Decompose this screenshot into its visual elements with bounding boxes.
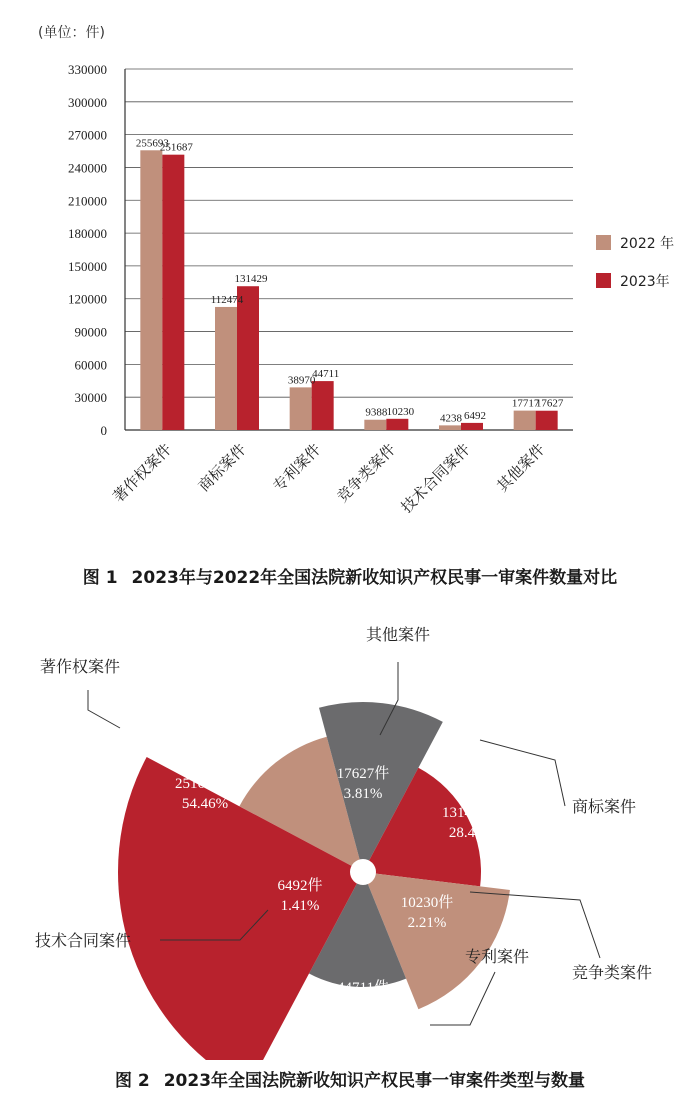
slice-percent-label: 28.44% bbox=[448, 825, 496, 841]
data-label: 6492 bbox=[464, 409, 486, 422]
x-tick-label: 商标案件 bbox=[194, 440, 250, 496]
data-label: 44711 bbox=[312, 368, 340, 381]
y-tick-label: 120000 bbox=[68, 291, 107, 307]
slice-value-label: 6492件 bbox=[277, 878, 323, 894]
x-tick-label: 竞争类案件 bbox=[333, 440, 400, 506]
y-tick-label: 60000 bbox=[74, 357, 107, 373]
bar-chart bbox=[0, 0, 700, 545]
bar bbox=[536, 411, 558, 430]
data-label: 4238 bbox=[440, 412, 462, 425]
data-label: 112474 bbox=[210, 293, 244, 306]
rose-pie-chart bbox=[0, 600, 700, 1060]
figure2-title: 2023年全国法院新收知识产权民事一审案件类型与数量 bbox=[163, 1071, 586, 1091]
data-label: 10230 bbox=[386, 405, 415, 418]
y-tick-label: 240000 bbox=[68, 160, 107, 176]
bar bbox=[162, 155, 184, 430]
data-label: 38970 bbox=[287, 374, 316, 387]
slice-category-label: 专利案件 bbox=[465, 947, 530, 966]
y-tick-label: 330000 bbox=[68, 62, 107, 77]
bar bbox=[140, 150, 162, 430]
slice-category-label: 竞争类案件 bbox=[572, 963, 653, 982]
legend bbox=[596, 235, 674, 290]
figure1-title: 2023年与2022年全国法院新收知识产权民事一审案件数量对比 bbox=[131, 568, 618, 588]
slice-value-label: 251687件 bbox=[174, 776, 236, 792]
y-tick-label: 300000 bbox=[68, 94, 107, 110]
data-label: 131429 bbox=[234, 273, 268, 286]
data-label: 17717 bbox=[511, 397, 540, 410]
bar bbox=[215, 307, 237, 430]
slice-value-label: 17627件 bbox=[336, 766, 390, 782]
figure1-caption bbox=[0, 563, 700, 588]
slice-category-label: 技术合同案件 bbox=[35, 931, 132, 950]
slice-category-label: 商标案件 bbox=[572, 797, 637, 816]
slice-percent-label: 3.81% bbox=[343, 786, 383, 802]
data-label: 9388 bbox=[365, 406, 388, 419]
x-tick-label: 其他案件 bbox=[493, 440, 549, 496]
legend-swatch bbox=[596, 273, 611, 288]
y-tick-label: 90000 bbox=[74, 324, 107, 340]
bar bbox=[461, 423, 483, 430]
x-tick-labels bbox=[109, 440, 548, 516]
center-hole bbox=[350, 859, 376, 885]
y-tick-label: 30000 bbox=[74, 390, 107, 406]
data-label: 17627 bbox=[535, 397, 564, 410]
bar bbox=[439, 425, 461, 430]
y-tick-labels bbox=[68, 62, 107, 438]
slice-value-label: 10230件 bbox=[400, 895, 454, 911]
data-labels bbox=[136, 137, 564, 424]
legend-label: 2022 年 bbox=[620, 236, 675, 252]
y-gridlines bbox=[125, 69, 573, 430]
y-tick-label: 180000 bbox=[68, 226, 107, 242]
legend-label: 2023年 bbox=[620, 274, 670, 290]
slice-category-label: 著作权案件 bbox=[40, 657, 121, 676]
bar bbox=[364, 420, 386, 430]
bar bbox=[237, 286, 259, 430]
y-tick-label: 150000 bbox=[68, 258, 107, 274]
bars bbox=[140, 150, 557, 430]
x-tick-label: 专利案件 bbox=[269, 440, 325, 496]
unit-label: (单位：件) bbox=[38, 25, 105, 41]
legend-swatch bbox=[596, 235, 611, 250]
slice-value-label: 131429件 bbox=[441, 805, 503, 821]
slice-category-label: 其他案件 bbox=[365, 625, 431, 644]
bar bbox=[514, 411, 536, 430]
bar bbox=[290, 387, 312, 430]
figure2-number: 图 2 bbox=[114, 1071, 150, 1091]
figure2-caption bbox=[0, 1066, 700, 1091]
x-tick-label: 著作权案件 bbox=[109, 440, 176, 506]
slice-percent-label: 2.21% bbox=[407, 915, 447, 931]
slice-percent-label: 9.67% bbox=[343, 1000, 383, 1016]
x-tick-label: 技术合同案件 bbox=[397, 440, 474, 517]
slice-percent-label: 54.46% bbox=[181, 796, 229, 812]
bar bbox=[386, 419, 408, 430]
figure1-number: 图 1 bbox=[82, 568, 118, 588]
data-label: 251687 bbox=[159, 141, 193, 154]
leader-line bbox=[88, 690, 120, 728]
y-tick-label: 0 bbox=[100, 423, 107, 438]
y-tick-label: 210000 bbox=[68, 193, 107, 209]
slice-value-label: 44711件 bbox=[337, 980, 389, 996]
data-label: 255693 bbox=[135, 137, 169, 150]
y-tick-label: 270000 bbox=[68, 127, 107, 143]
slice-percent-label: 1.41% bbox=[280, 898, 320, 914]
bar bbox=[312, 381, 334, 430]
leader-line bbox=[480, 740, 565, 806]
